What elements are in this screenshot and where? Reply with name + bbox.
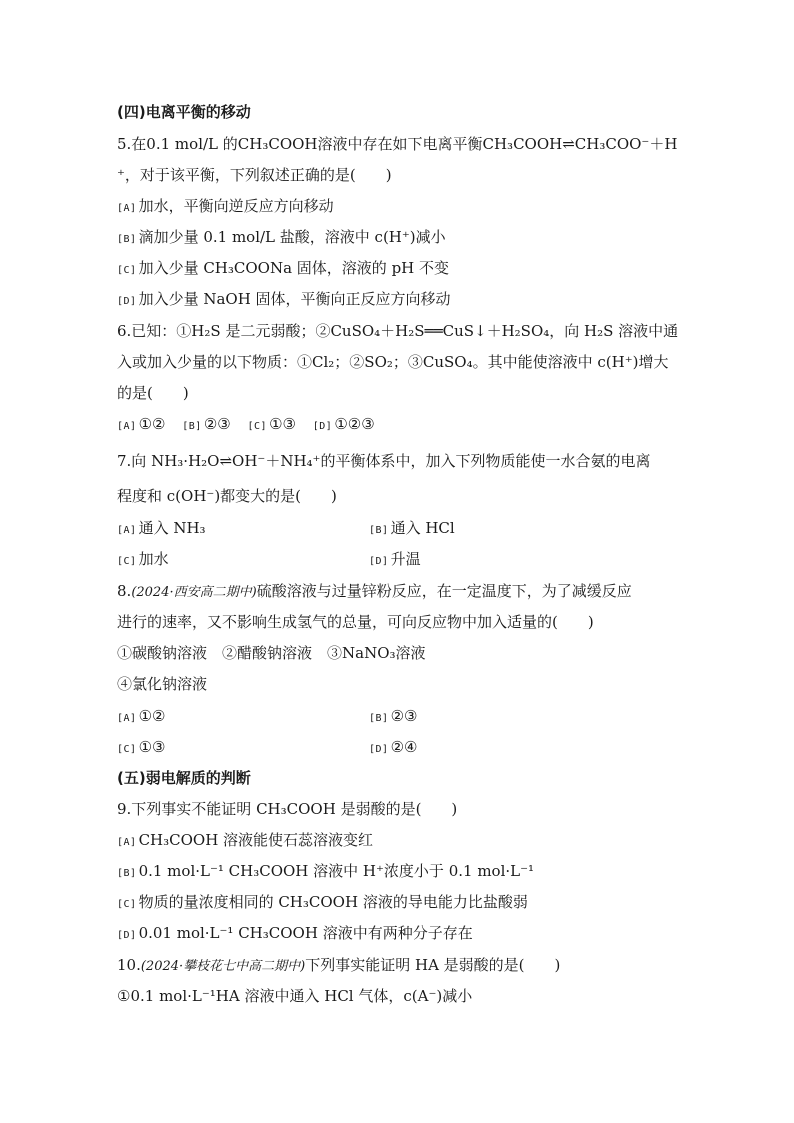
q8-stem-text: 硫酸溶液与过量锌粉反应，在一定温度下，为了减缓反应 <box>256 582 632 600</box>
q6-option-c-text: ①③ <box>269 415 296 433</box>
q8-stem-line4: ④氯化钠溶液 <box>117 675 208 693</box>
q7-option-c-text: 加水 <box>138 550 169 568</box>
q9-option-a-text: CH₃COOH 溶液能使石蕊溶液变红 <box>138 831 374 849</box>
q9-option-a[interactable] <box>117 829 373 854</box>
option-marker-d: [D] <box>117 296 137 307</box>
q8-option-d-text: ②④ <box>390 738 418 756</box>
section-title-5: (五)弱电解质的判断 <box>117 769 251 787</box>
q10-stem-line1 <box>117 954 560 978</box>
q5-option-d-text: 加入少量 NaOH 固体，平衡向正反应方向移动 <box>138 290 451 308</box>
q10-source: (2024·攀枝花七中高二期中) <box>140 959 306 974</box>
q5-option-b[interactable] <box>117 226 446 251</box>
option-marker-c: [C] <box>117 744 137 755</box>
q5-option-c[interactable] <box>117 257 449 282</box>
q8-option-c-text: ①③ <box>138 738 166 756</box>
option-marker-d: [D] <box>369 556 389 567</box>
q8-option-a-text: ①② <box>138 707 166 725</box>
q6-option-d[interactable] <box>313 415 375 433</box>
option-marker-d: [D] <box>369 744 389 755</box>
q6-option-a-text: ①② <box>138 415 166 433</box>
q5-option-a[interactable] <box>117 195 334 220</box>
option-marker-c: [C] <box>117 556 137 567</box>
option-marker-b: [B] <box>117 234 137 245</box>
q9-option-c[interactable] <box>117 891 528 916</box>
q5-option-c-text: 加入少量 CH₃COONa 固体，溶液的 pH 不变 <box>138 259 450 277</box>
q7-option-d-text: 升温 <box>390 550 421 568</box>
q7-stem-line1: 7.向 NH₃·H₂O⇌OH⁻＋NH₄⁺的平衡体系中，加入下列物质能使一水合氨的电离 <box>117 452 651 470</box>
q6-stem-line2: 入或加入少量的以下物质：①Cl₂；②SO₂；③CuSO₄。其中能使溶液中 c(H⁺)增大 <box>117 353 669 371</box>
option-marker-b: [B] <box>182 421 202 432</box>
q10-statement-1: ①0.1 mol·L⁻¹HA 溶液中通入 HCl 气体，c(A⁻)减小 <box>117 987 473 1005</box>
section-title-4: (四)电离平衡的移动 <box>117 103 251 121</box>
option-marker-a: [A] <box>117 837 137 848</box>
q7-option-a[interactable] <box>117 517 206 542</box>
option-marker-a: [A] <box>117 713 137 724</box>
option-marker-b: [B] <box>369 525 389 536</box>
q7-stem-line2: 程度和 c(OH⁻)都变大的是( ) <box>117 487 337 505</box>
q6-stem-line3: 的是( ) <box>117 384 189 402</box>
q9-option-d[interactable] <box>117 922 473 947</box>
q5-option-b-text: 滴加少量 0.1 mol/L 盐酸，溶液中 c(H⁺)减小 <box>138 228 446 246</box>
q7-option-b-text: 通入 HCl <box>390 519 455 537</box>
q9-option-b-text: 0.1 mol·L⁻¹ CH₃COOH 溶液中 H⁺浓度小于 0.1 mol·L⁻¹ <box>138 862 535 880</box>
q6-option-c[interactable] <box>248 415 296 433</box>
q7-option-b[interactable] <box>369 517 455 542</box>
q6-option-d-text: ①②③ <box>334 415 375 433</box>
q9-stem-line1: 9.下列事实不能证明 CH₃COOH 是弱酸的是( ) <box>117 800 458 818</box>
q8-option-d[interactable] <box>369 736 417 761</box>
q7-option-a-text: 通入 NH₃ <box>138 519 206 537</box>
q6-option-a[interactable] <box>117 415 165 433</box>
q9-option-b[interactable] <box>117 860 534 885</box>
q6-stem-line1: 6.已知：①H₂S 是二元弱酸；②CuSO₄＋H₂S══CuS↓＋H₂SO₄，向 H₂S 溶液中通 <box>117 322 679 340</box>
q9-option-d-text: 0.01 mol·L⁻¹ CH₃COOH 溶液中有两种分子存在 <box>138 924 473 942</box>
option-marker-c: [C] <box>117 265 137 276</box>
option-marker-a: [A] <box>117 525 137 536</box>
q5-option-a-text: 加水，平衡向逆反应方向移动 <box>138 197 334 215</box>
q6-options-row <box>117 413 387 438</box>
q7-option-c[interactable] <box>117 548 169 573</box>
option-marker-d: [D] <box>312 421 333 432</box>
q5-stem-line1: 5.在0.1 mol/L 的CH₃COOH溶液中存在如下电离平衡CH₃COOH⇌CH₃COO⁻＋H <box>117 135 678 153</box>
q7-option-d[interactable] <box>369 548 421 573</box>
option-marker-c: [C] <box>117 899 137 910</box>
q9-option-c-text: 物质的量浓度相同的 CH₃COOH 溶液的导电能力比盐酸弱 <box>138 893 528 911</box>
q8-option-c[interactable] <box>117 736 165 761</box>
q8-stem-line1 <box>117 580 632 604</box>
option-marker-b: [B] <box>117 868 137 879</box>
option-marker-b: [B] <box>369 713 389 724</box>
option-marker-a: [A] <box>117 421 137 432</box>
q8-option-b-text: ②③ <box>390 707 418 725</box>
q6-option-b[interactable] <box>182 415 230 433</box>
q6-option-b-text: ②③ <box>203 415 231 433</box>
q10-number: 10. <box>117 956 141 974</box>
option-marker-a: [A] <box>117 203 137 214</box>
q8-option-a[interactable] <box>117 705 165 730</box>
q8-stem-line3: ①碳酸钠溶液 ②醋酸钠溶液 ③NaNO₃溶液 <box>117 644 426 662</box>
q8-source: (2024·西安高二期中) <box>131 585 257 600</box>
q10-stem-text: 下列事实能证明 HA 是弱酸的是( ) <box>305 956 561 974</box>
q8-option-b[interactable] <box>369 705 417 730</box>
q5-option-d[interactable] <box>117 288 451 313</box>
option-marker-c: [C] <box>247 421 268 432</box>
q8-stem-line2: 进行的速率，又不影响生成氢气的总量，可向反应物中加入适量的( ) <box>117 613 594 631</box>
q8-number: 8. <box>117 582 132 600</box>
option-marker-d: [D] <box>117 930 137 941</box>
q5-stem-line2: ⁺，对于该平衡，下列叙述正确的是( ) <box>117 166 392 184</box>
